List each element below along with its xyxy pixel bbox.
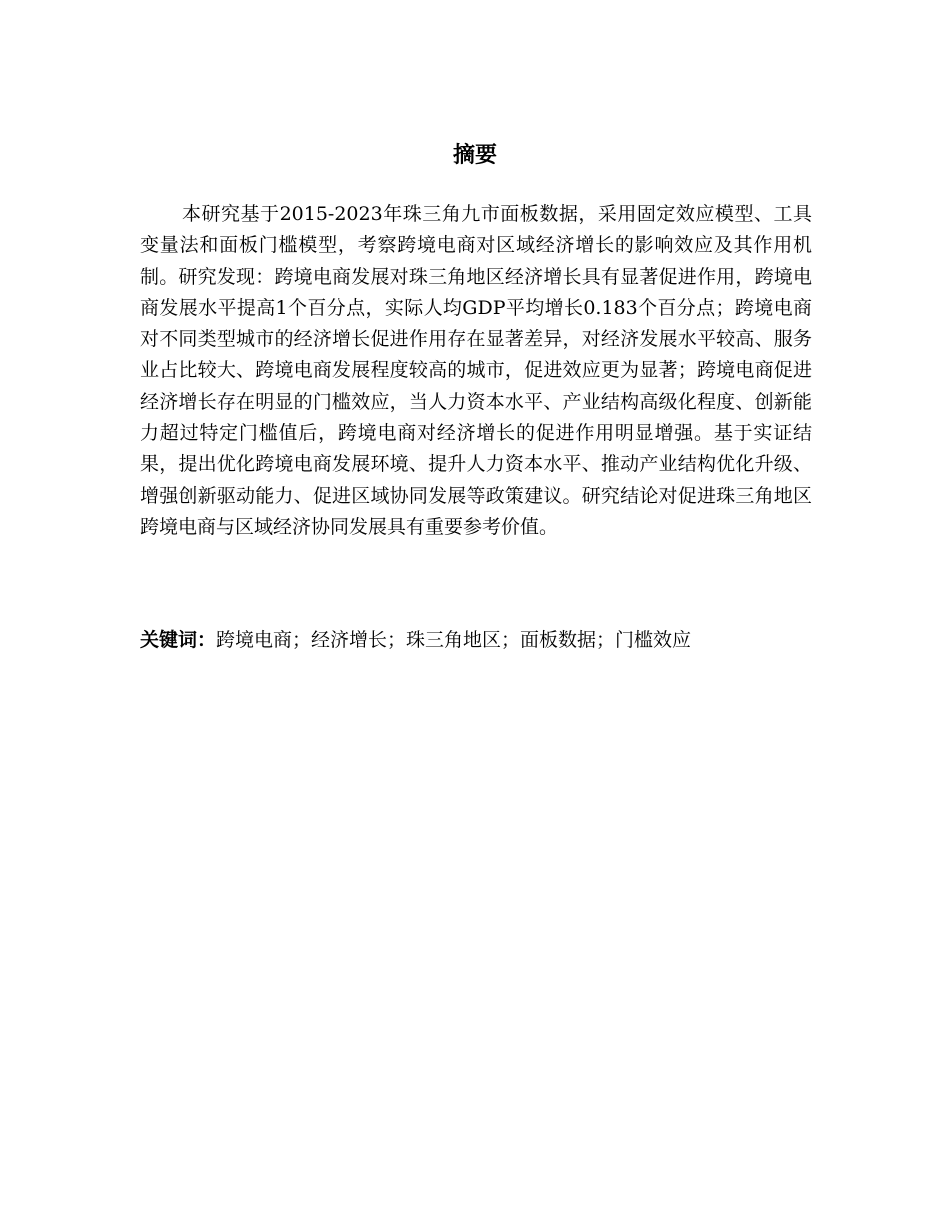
keywords-list: 跨境电商；经济增长；珠三角地区；面板数据；门槛效应 xyxy=(216,629,692,651)
abstract-paragraph: 本研究基于2015-2023年珠三角九市面板数据，采用固定效应模型、工具变量法和面板门槛模型，考察跨境电商对区域经济增长的影响效应及其作用机制。研究发现：跨境电商发展对珠三角地区经济增长具有显著促进作用，跨境电商发展水平提高1个百分点，实际人均GDP平均增长0.183个百分点；跨境电商对不同类型城市的经济增长促进作用存在显著差异，对经济发展水平较高、服务业占比较大、跨境电商发展程度较高的城市，促进效应更为显著；跨境电商促进经济增长存在明显的门槛效应，当人力资本水平、产业结构高级化程度、创新能力超过特定门槛值后，跨境电商对经济增长的促进作用明显增强。基于实证结果，提出优化跨境电商发展环境、提升人力资本水平、推动产业结构优化升级、增强创新驱动能力、促进区域协同发展等政策建议。研究结论对促进珠三角地区跨境电商与区域经济协同发展具有重要参考价值。 xyxy=(140,203,812,538)
keywords-label: 关键词： xyxy=(140,629,217,651)
abstract-title: 摘要 xyxy=(452,143,497,168)
keywords-line xyxy=(140,625,820,656)
